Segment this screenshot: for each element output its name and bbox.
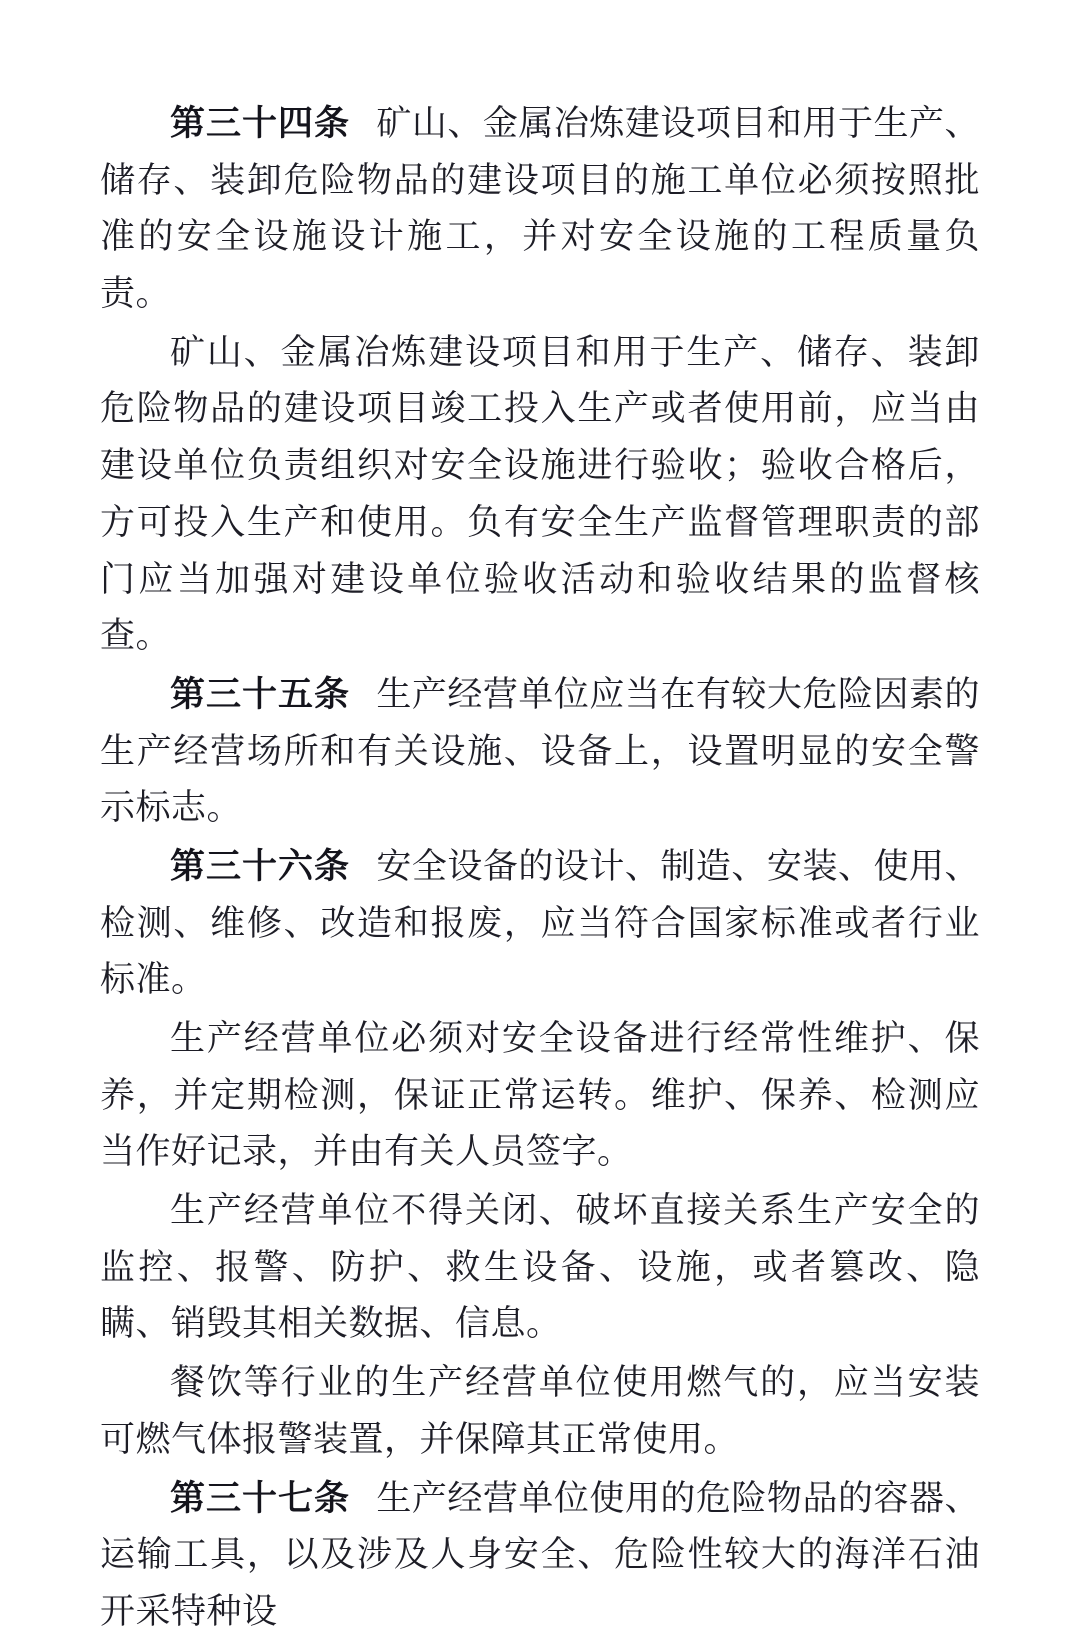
paragraph [100,839,980,1009]
article-label: 第三十六条 [170,845,351,887]
article-label: 第三十五条 [170,673,351,715]
paragraph [100,667,980,837]
paragraph-text: 生产经营单位应当在有较大危险因素的生产经营场所和有关设施、设备上，设置明显的安全警示标志。 [100,674,980,829]
document-body [100,96,980,1641]
paragraph [100,96,980,323]
article-label: 第三十七条 [170,1477,351,1519]
paragraph-text: 生产经营单位不得关闭、破坏直接关系生产安全的监控、报警、防护、救生设备、设施，或者篡改、隐瞒、销毁其相关数据、信息。 [100,1191,980,1345]
paragraph-text: 矿山、金属冶炼建设项目和用于生产、储存、装卸危险物品的建设项目竣工投入生产或者使用前，应当由建设单位负责组织对安全设施进行验收；验收合格后，方可投入生产和使用。负有安全生产监督管理职责的部门应当加强对建设单位验收活动和验收结果的监督核查。 [100,332,980,657]
paragraph-text: 生产经营单位使用的危险物品的容器、运输工具，以及涉及人身安全、危险性较大的海洋石油开采特种设 [100,1478,980,1632]
paragraph [100,325,980,665]
paragraph-text: 安全设备的设计、制造、安装、使用、检测、维修、改造和报废，应当符合国家标准或者行业标准。 [100,846,980,1001]
paragraph-text: 餐饮等行业的生产经营单位使用燃气的，应当安装可燃气体报警装置，并保障其正常使用。 [100,1363,980,1460]
paragraph [100,1471,980,1641]
paragraph-text: 生产经营单位必须对安全设备进行经常性维护、保养，并定期检测，保证正常运转。维护、保养、检测应当作好记录，并由有关人员签字。 [100,1019,980,1173]
paragraph [100,1355,980,1468]
article-label: 第三十四条 [170,103,351,144]
paragraph [100,1183,980,1353]
paragraph-text: 矿山、金属冶炼建设项目和用于生产、储存、装卸危险物品的建设项目的施工单位必须按照批准的安全设施设计施工，并对安全设施的工程质量负责。 [100,104,980,315]
paragraph [100,1011,980,1181]
